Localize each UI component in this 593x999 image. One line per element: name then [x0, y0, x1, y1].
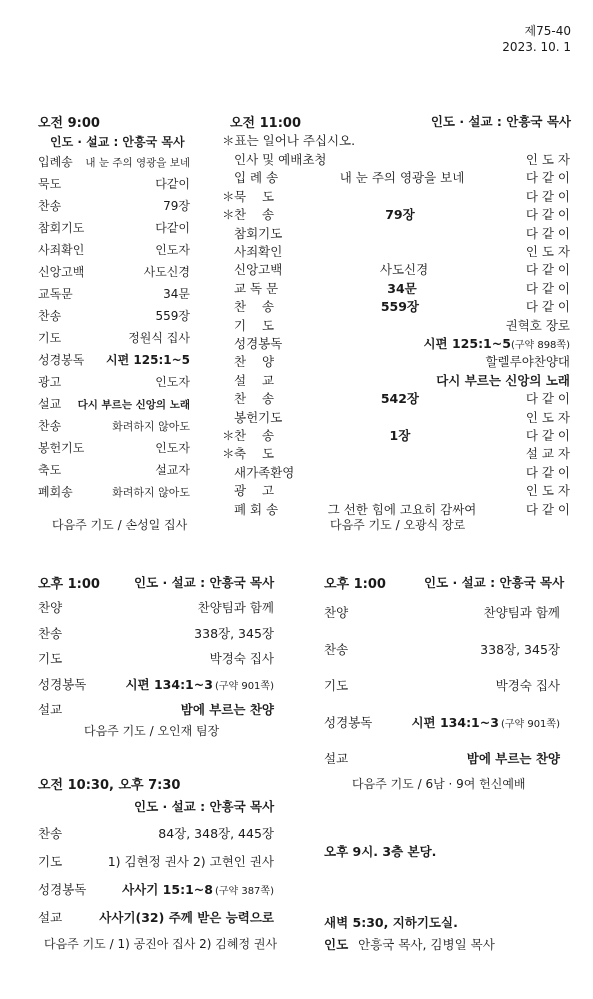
service-11am-next-prayer: 다음주 기도 / 오광식 장로 — [330, 518, 466, 532]
order-detail: 내 눈 주의 영광을 보네 — [339, 170, 465, 186]
order-value: 338장, 345장 — [194, 625, 274, 641]
order-value: 다같이 — [155, 221, 190, 235]
order-row — [222, 242, 570, 260]
order-value: 1) 김현정 권사 2) 고현인 권사 — [107, 854, 274, 869]
leader-dots — [350, 754, 465, 760]
order-row — [38, 241, 190, 258]
order-label: 기도 — [38, 651, 63, 666]
order-value-note: (구약 901쪽) — [500, 718, 560, 730]
order-row — [38, 598, 274, 616]
order-label: 기도 — [324, 678, 349, 693]
leader-dots — [64, 829, 156, 835]
order-value: 시편 125:1~5 — [106, 353, 190, 367]
order-detail: 79장 — [385, 207, 415, 223]
order-value: 인 도 자 — [525, 409, 570, 425]
leader-dots — [276, 210, 383, 216]
order-row — [324, 603, 560, 621]
order-label: 찬송 — [38, 199, 62, 213]
order-label: 기도 — [38, 331, 62, 345]
order-label: 성경봉독 — [38, 882, 87, 897]
service-1pm-left-title: 오후 1:00 — [38, 577, 100, 592]
leader-dots — [276, 192, 524, 198]
order-value: 찬양팀과 함께 — [483, 605, 560, 620]
order-label: 광고 — [38, 375, 62, 389]
leader-dots — [64, 603, 195, 609]
order-detail: 시편 125:1~5 — [423, 336, 511, 351]
order-value: 다시 부르는 신앙의 노래 — [77, 399, 190, 411]
leader-dots — [478, 505, 523, 511]
leader-dots — [63, 333, 126, 339]
order-value-note: (구약 387쪽) — [214, 886, 274, 897]
order-row — [222, 334, 570, 352]
order-label: 성경봉독 — [324, 714, 373, 730]
leader-dots — [75, 487, 110, 493]
leader-dots — [350, 645, 478, 651]
order-value: 시편 134:1~3 — [125, 676, 213, 692]
order-label: 찬 송 — [234, 207, 275, 223]
leader-dots — [284, 339, 421, 345]
order-row — [324, 713, 560, 731]
order-detail-note: (구약 898쪽) — [510, 340, 570, 351]
order-value: 다 같 이 — [525, 207, 570, 223]
order-label: 입 례 송 — [234, 170, 279, 186]
dawn-notice: 새벽 5:30, 지하기도실. — [324, 915, 458, 930]
order-row — [38, 624, 274, 642]
order-value: 사사기(32) 주께 받은 능력으로 — [99, 910, 274, 925]
leader-dots — [88, 885, 120, 891]
dawn-leader-label: 인도 — [324, 937, 349, 952]
order-value: 인 도 자 — [525, 483, 570, 499]
order-label: 교 독 문 — [234, 280, 279, 296]
order-value: 다 같 이 — [525, 464, 570, 480]
leader-dots — [276, 302, 379, 308]
order-value: 밤에 부르는 찬양 — [180, 702, 274, 717]
leader-dots — [75, 289, 161, 295]
service-1pm-left-next-prayer: 다음주 기도 / 오인재 팀장 — [84, 724, 220, 738]
order-label: 찬송 — [38, 826, 63, 841]
order-row — [324, 749, 560, 767]
order-value: 다 같 이 — [525, 262, 570, 278]
leader-dots — [86, 223, 153, 229]
order-label: 설교 — [38, 910, 63, 925]
leader-dots — [284, 229, 524, 235]
order-row — [222, 371, 570, 389]
service-1pm-right-title: 오후 1:00 — [324, 577, 386, 592]
leader-dots — [63, 201, 161, 207]
leader-dots — [284, 247, 524, 253]
order-detail: 그 선한 힘에 고요히 감싸여 — [327, 501, 477, 517]
order-row — [324, 640, 560, 658]
order-row — [222, 500, 570, 518]
leader-dots — [86, 355, 104, 361]
leader-dots — [86, 267, 141, 273]
order-row — [38, 197, 190, 214]
standing-mark: ＊ — [222, 446, 235, 462]
order-value: 박경숙 집사 — [495, 678, 560, 693]
order-label: 찬송 — [38, 419, 62, 433]
leader-dots — [88, 680, 123, 686]
order-label: 봉헌기도 — [38, 441, 85, 455]
order-row — [222, 297, 570, 315]
order-value: 79장 — [163, 199, 190, 213]
order-value: 내 눈 주의 영광을 보네 — [85, 157, 190, 169]
order-label: 찬송 — [38, 625, 63, 641]
order-row — [222, 408, 570, 426]
leader-dots — [276, 394, 379, 400]
order-label: 설교 — [38, 702, 63, 717]
order-value: 다 같 이 — [525, 428, 571, 443]
leader-dots — [276, 449, 524, 455]
order-value: 할렐루야찬양대 — [485, 354, 570, 370]
leader-dots — [276, 321, 504, 327]
order-label: 묵도 — [38, 177, 62, 191]
order-row — [222, 279, 570, 297]
order-value: 인도자 — [155, 441, 190, 455]
order-row — [38, 175, 190, 192]
order-row — [324, 676, 560, 694]
order-value: 다시 부르는 신앙의 노래 — [436, 372, 570, 388]
service-11am-leader: 인도 · 설교 : 안흥국 목사 — [430, 114, 571, 129]
standing-note: ＊표는 일어나 주십시오. — [222, 133, 356, 148]
order-row — [38, 395, 190, 412]
order-value: 다 같 이 — [525, 501, 571, 517]
service-1030-leader: 인도 · 설교 : 안흥국 목사 — [134, 799, 275, 814]
order-value: 찬양팀과 함께 — [197, 600, 274, 615]
order-value: 설교자 — [155, 463, 190, 477]
service-9am-next-prayer: 다음주 기도 / 손성일 집사 — [52, 518, 188, 532]
order-label: 성경봉독 — [38, 353, 85, 367]
leader-dots — [466, 173, 524, 179]
order-label: 기도 — [38, 854, 63, 869]
order-value-note: (구약 901쪽) — [214, 680, 274, 692]
leader-dots — [296, 468, 523, 474]
leader-dots — [63, 311, 153, 317]
leader-dots — [86, 245, 153, 251]
order-label: 참회기도 — [234, 225, 283, 241]
leader-dots — [276, 376, 434, 382]
order-label: 찬 양 — [234, 354, 275, 370]
order-label: 기 도 — [234, 317, 275, 333]
order-label: 찬 송 — [234, 299, 275, 315]
order-label: 입례송 — [38, 155, 73, 169]
order-value: 다 같 이 — [525, 299, 570, 315]
issue-number: 제75-40 — [524, 24, 571, 38]
order-row — [38, 908, 274, 926]
order-row — [38, 700, 274, 718]
dawn-leader-names: 안흥국 목사, 김병일 목사 — [358, 937, 495, 952]
leader-dots — [280, 173, 338, 179]
order-row — [38, 675, 274, 693]
bulletin-date: 2023. 10. 1 — [502, 40, 571, 54]
order-value: 다 같 이 — [525, 280, 571, 296]
leader-dots — [63, 179, 153, 185]
leader-dots — [64, 913, 97, 919]
order-value: 밤에 부르는 찬양 — [466, 751, 560, 766]
order-label: 찬 송 — [234, 428, 275, 443]
leader-dots — [276, 486, 524, 492]
order-value: 인 도 자 — [525, 244, 570, 259]
order-row — [222, 316, 570, 334]
leader-dots — [64, 857, 106, 863]
service-1pm-right-leader: 인도 · 설교 : 안흥국 목사 — [424, 575, 565, 590]
order-label: 광 고 — [234, 483, 275, 499]
order-label: 봉헌기도 — [234, 409, 283, 425]
order-row — [38, 439, 190, 456]
leader-dots — [284, 265, 378, 271]
leader-dots — [417, 210, 524, 216]
order-label: 찬양 — [38, 600, 63, 615]
order-value: 설 교 자 — [525, 446, 570, 462]
service-9am-leader: 인도 · 설교 : 안흥국 목사 — [50, 135, 185, 149]
leader-dots — [64, 629, 192, 635]
order-label: 사죄확인 — [38, 243, 85, 257]
leader-dots — [86, 443, 153, 449]
leader-dots — [63, 377, 153, 383]
order-row — [222, 352, 570, 370]
order-row — [38, 263, 190, 280]
order-value: 권혁호 장로 — [505, 317, 570, 333]
order-label: 새가족환영 — [234, 464, 295, 480]
leader-dots — [276, 431, 388, 437]
order-label: 찬양 — [324, 605, 349, 620]
leader-dots — [276, 357, 483, 363]
leader-dots — [280, 284, 385, 290]
order-detail: 542장 — [380, 391, 420, 407]
order-label: 찬송 — [324, 641, 349, 657]
order-label: 폐회송 — [38, 485, 73, 499]
order-label: 설교 — [38, 397, 62, 411]
order-label: 축도 — [38, 463, 62, 477]
order-row — [38, 649, 274, 667]
service-1030-next-prayer: 다음주 기도 / 1) 공진아 집사 2) 김혜정 권사 — [44, 937, 278, 951]
service-1pm-right-next-prayer: 다음주 기도 / 6남 · 9여 헌신예배 — [352, 777, 526, 791]
order-value: 다 같 이 — [525, 391, 570, 407]
leader-dots — [350, 608, 481, 614]
order-row — [38, 824, 274, 842]
order-value: 화려하지 않아도 — [112, 420, 190, 433]
leader-dots — [280, 505, 325, 511]
order-row — [222, 444, 570, 462]
leader-dots — [350, 681, 493, 687]
leader-dots — [419, 284, 524, 290]
order-row — [38, 483, 190, 500]
standing-mark: ＊ — [222, 188, 235, 204]
leader-dots — [430, 265, 524, 271]
order-value: 박경숙 집사 — [209, 651, 274, 666]
leader-dots — [64, 654, 207, 660]
order-label: 인사 및 예배초청 — [234, 152, 327, 167]
order-value: 인도자 — [155, 243, 190, 257]
leader-dots — [64, 705, 179, 711]
order-value: 다같이 — [155, 177, 190, 191]
order-row — [38, 307, 190, 324]
order-value: 다 같 이 — [525, 170, 571, 186]
order-value: 인도자 — [155, 375, 190, 389]
order-row — [222, 224, 570, 242]
order-value: 84장, 348장, 445장 — [158, 826, 274, 841]
order-row — [222, 205, 570, 223]
order-label: 참회기도 — [38, 221, 85, 235]
leader-dots — [63, 399, 75, 405]
order-label: 묵 도 — [234, 188, 275, 204]
order-label: 찬송 — [38, 309, 62, 323]
order-value: 화려하지 않아도 — [112, 486, 190, 499]
leader-dots — [374, 718, 409, 724]
order-label: 폐 회 송 — [234, 501, 279, 517]
leader-dots — [75, 157, 84, 163]
order-label: 성경봉독 — [234, 336, 283, 351]
order-detail: 사도신경 — [379, 262, 429, 278]
order-value: 34문 — [163, 287, 190, 301]
leader-dots — [421, 302, 524, 308]
leader-dots — [412, 431, 524, 437]
order-row — [38, 373, 190, 390]
order-label: 신앙고백 — [234, 262, 283, 278]
leader-dots — [328, 155, 523, 161]
leader-dots — [63, 465, 153, 471]
order-row — [38, 461, 190, 478]
order-row — [222, 389, 570, 407]
order-label: 설 교 — [234, 372, 275, 388]
order-row — [38, 285, 190, 302]
order-label: 성경봉독 — [38, 676, 87, 692]
order-row — [38, 351, 190, 368]
order-value: 시편 134:1~3 — [411, 714, 499, 730]
order-detail: 559장 — [380, 299, 420, 315]
leader-dots — [63, 421, 110, 427]
order-row — [38, 880, 274, 898]
order-value: 인 도 자 — [525, 152, 570, 167]
service-1030-title: 오전 10:30, 오후 7:30 — [38, 778, 181, 793]
order-label: 신앙고백 — [38, 265, 85, 279]
order-row — [222, 426, 570, 444]
order-value: 다 같 이 — [525, 225, 570, 241]
order-detail: 34문 — [387, 280, 417, 296]
order-label: 축 도 — [234, 446, 275, 462]
order-row — [222, 463, 570, 481]
leader-dots — [421, 394, 524, 400]
order-row — [222, 168, 570, 186]
order-label: 사죄확인 — [234, 244, 283, 259]
order-row — [222, 481, 570, 499]
leader-dots — [284, 413, 524, 419]
order-row — [38, 329, 190, 346]
order-value: 559장 — [155, 309, 190, 323]
order-row — [222, 260, 570, 278]
order-row — [38, 852, 274, 870]
order-label: 교독문 — [38, 287, 73, 301]
order-row — [222, 150, 570, 168]
order-value: 사도신경 — [143, 265, 190, 279]
dawn-leaders — [324, 935, 495, 953]
service-11am-title: 오전 11:00 — [230, 116, 302, 131]
order-label: 찬 송 — [234, 391, 275, 407]
order-detail: 1장 — [389, 428, 411, 443]
order-row — [38, 219, 190, 236]
order-row — [38, 153, 190, 170]
order-value: 다 같 이 — [525, 188, 570, 204]
order-row — [222, 187, 570, 205]
service-1pm-left-leader: 인도 · 설교 : 안흥국 목사 — [134, 575, 275, 590]
standing-mark: ＊ — [222, 207, 235, 223]
service-9am-title: 오전 9:00 — [38, 116, 100, 131]
evening-notice: 오후 9시. 3층 본당. — [324, 844, 437, 859]
order-value: 정원식 집사 — [128, 331, 190, 345]
order-label: 설교 — [324, 751, 349, 766]
order-value: 338장, 345장 — [480, 641, 560, 657]
order-row — [38, 417, 190, 434]
standing-mark: ＊ — [222, 428, 235, 443]
order-value: 사사기 15:1~8 — [122, 882, 213, 897]
